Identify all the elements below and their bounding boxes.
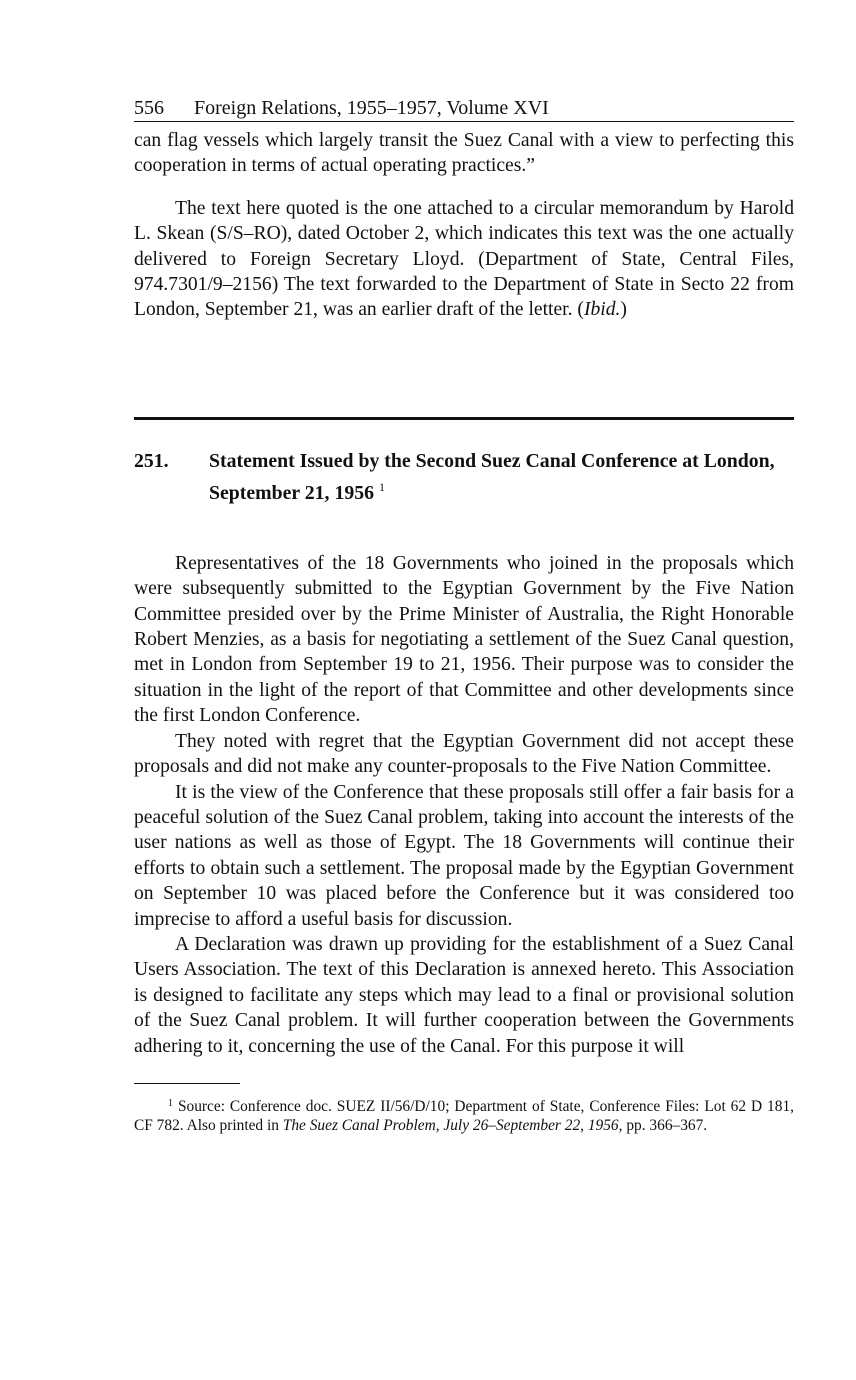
footnote-marker: 1	[378, 479, 385, 494]
footnote-pages: , pp. 366–367.	[618, 1117, 708, 1135]
document-title: Statement Issued by the Second Suez Canal Conference at London, September 21, 1956	[209, 449, 775, 504]
document-title-wrap	[209, 448, 794, 506]
ibid-reference: Ibid.	[583, 299, 621, 321]
footnote-text: Source: Conference doc. SUEZ II/56/D/10; Department of State, Conference Files: Lot 62 D 181, CF 782. Also printed in	[134, 1097, 794, 1135]
continuation-paragraph: can flag vessels which largely transit the Suez Canal with a view to perfecting this cooperation in terms of actual operating practices.”	[134, 130, 794, 177]
body-paragraph: They noted with regret that the Egyptian Government did not accept these proposals and did not make any counter-proposals to the Five Nation Committee.	[134, 730, 794, 778]
running-header	[134, 96, 794, 122]
running-title: Foreign Relations, 1955–1957, Volume XVI	[194, 97, 549, 119]
page-number: 556	[134, 97, 164, 119]
document-heading	[134, 448, 794, 506]
footnote-divider	[134, 1083, 240, 1084]
section-divider	[134, 417, 794, 420]
footnote-number: 1	[168, 1097, 173, 1109]
editorial-note-text: The text here quoted is the one attached to a circular memorandum by Harold L. Skean (S/S–RO), dated October 2, which indicates this text was the one actually delivered to Foreign Secretary Lloyd. (Department of State, Central Files, 974.7301/9–2156) The text forwarded to the Department of State in Secto 22 from London, September 21, was an earlier draft of the letter. (	[134, 197, 794, 321]
footnote	[134, 1094, 794, 1136]
document-number: 251.	[134, 449, 169, 472]
document-page	[134, 96, 794, 1136]
editorial-note-close: )	[620, 299, 627, 321]
footnote-publication-title: The Suez Canal Problem, July 26–September 22, 1956	[282, 1117, 619, 1135]
body-paragraph: It is the view of the Conference that these proposals still offer a fair basis for a peaceful solution of the Suez Canal problem, taking into account the interests of the user nations as well as those of Egypt. The 18 Governments will continue their efforts to obtain such a settlement. The proposal made by the Egyptian Government on September 10 was placed before the Conference but it was considered too imprecise to afford a useful basis for discussion.	[134, 781, 794, 930]
body-paragraph: Representatives of the 18 Governments who joined in the proposals which were subsequently submitted to the Egyptian Government by the Five Nation Committee presided over by the Prime Minister of Australia, the Right Honorable Robert Menzies, as a basis for negotiating a settlement of the Suez Canal question, met in London from September 19 to 21, 1956. Their purpose was to consider the situation in the light of the report of that Committee and other developments since the first London Conference.	[134, 552, 794, 727]
editorial-note	[134, 196, 794, 323]
document-body	[134, 551, 794, 1059]
body-paragraph: A Declaration was drawn up providing for the establishment of a Suez Canal Users Association. The text of this Declaration is annexed hereto. This Association is designed to facilitate any steps which may lead to a final or provisional solution of the Suez Canal problem. It will further cooperation between the Governments adhering to it, concerning the use of the Canal. For this purpose it will	[134, 933, 794, 1057]
